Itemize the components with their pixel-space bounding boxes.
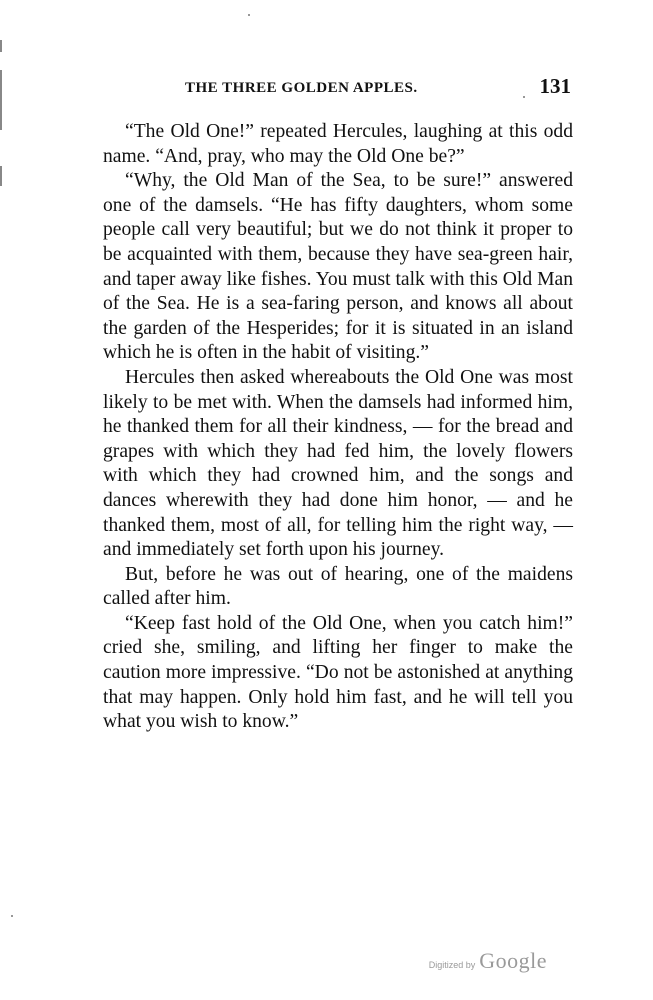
page-number: 131 [539,74,571,98]
scan-gutter-mark [0,40,2,52]
scan-gutter-mark [0,166,2,186]
page-header [185,74,571,104]
google-logo: Google [479,948,547,973]
paragraph: But, before he was out of hearing, one of the maidens called after him. [103,563,573,610]
running-title: THE THREE GOLDEN APPLES. [185,80,418,96]
paragraph: “Why, the Old Man of the Sea, to be sure!” answered one of the damsels. “He has fifty daughters, whom some people call very beautiful; but we do not think it proper to be acquainted with them, because they have sea-green hair, and taper away like fishes. You must talk with this Old Man of the Sea. He is a sea-faring person, and knows all about the garden of the Hesperides; for it is situated in an island which he is often in the habit of visiting.” [103,170,573,364]
paragraph: Hercules then asked whereabouts the Old One was most likely to be met with. When the damsels had informed him, he thanked them for all their kindness, — for the bread and grapes with which they had fed him, the lovely flowers with which they had crowned him, and the songs and dances wherewith they had done him honor, — and he thanked them, most of all, for telling him the right way, — and immediately set forth upon his journey. [103,366,573,561]
scan-speck [248,14,250,16]
digitized-watermark [429,948,547,974]
paragraph: “Keep fast hold of the Old One, when you catch him!” cried she, smiling, and lifting her finger to make the caution more impressive. “Do not be astonished at anything that may happen. Only hold him fast, and he will tell you what you wish to know.” [103,612,573,733]
paragraph: “The Old One!” repeated Hercules, laughing at this odd name. “And, pray, who may the Old One be?” [103,121,573,167]
watermark-prefix: Digitized by [428,960,476,970]
scan-speck [11,915,13,917]
body-text [103,120,573,735]
scan-gutter-mark [0,70,2,130]
